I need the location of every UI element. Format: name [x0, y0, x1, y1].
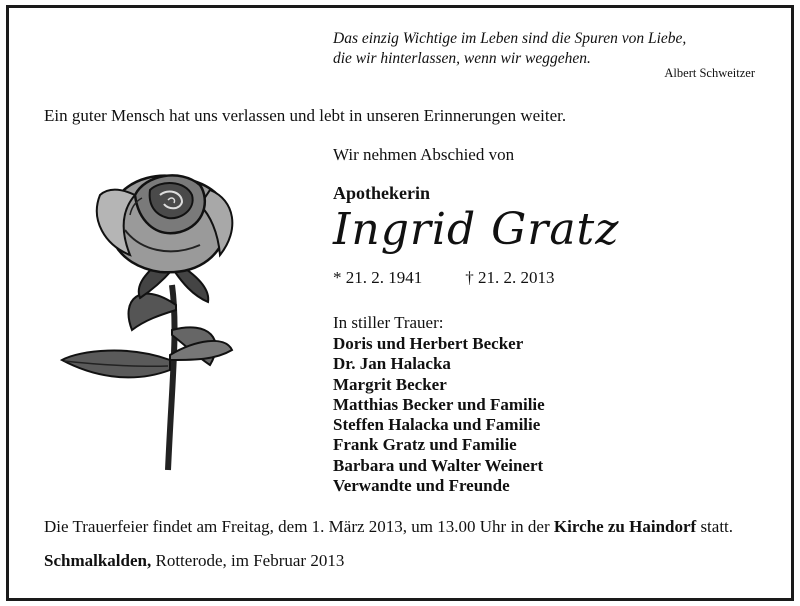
ceremony-location: Kirche zu Haindorf — [553, 517, 697, 536]
death-date: † 21. 2. 2013 — [465, 268, 555, 287]
quote-author: Albert Schweitzer — [664, 66, 755, 80]
mourner-item: Barbara und Walter Weinert — [333, 455, 544, 475]
intro-text: Ein guter Mensch hat uns verlassen und lebt in unseren Erinnerungen weiter. — [44, 106, 567, 125]
quote-line-1: Das einzig Wichtige im Leben sind die Spuren von Liebe, — [333, 30, 687, 47]
deceased-title: Apothekerin — [333, 183, 431, 203]
mourner-item: Steffen Halacka und Familie — [333, 415, 541, 435]
farewell-text: Wir nehmen Abschied von — [333, 145, 515, 164]
birth-date: * 21. 2. 1941 — [333, 268, 423, 287]
place-date — [44, 551, 344, 571]
mourner-item: Frank Gratz und Familie — [333, 435, 517, 455]
deceased-name: Ingrid Gratz — [333, 204, 620, 255]
mourner-item: Matthias Becker und Familie — [333, 394, 545, 414]
quote-line-2: die wir hinterlassen, wenn wir weggehen. — [333, 50, 591, 67]
quote — [333, 29, 686, 69]
life-dates — [333, 268, 555, 288]
ceremony-prefix: Die Trauerfeier findet am Freitag, dem 1. März 2013, um 13.00 Uhr in der — [44, 517, 550, 536]
mourner-item: Margrit Becker — [333, 374, 447, 394]
rose-illustration-icon — [60, 160, 265, 475]
place-city: Schmalkalden, — [44, 551, 152, 570]
mourner-item: Verwandte und Freunde — [333, 476, 510, 496]
mourner-item: Dr. Jan Halacka — [333, 354, 451, 374]
ceremony-suffix: statt. — [700, 517, 734, 536]
ceremony-text — [44, 517, 733, 537]
mourner-item: Doris und Herbert Becker — [333, 334, 524, 353]
mourners-list — [333, 334, 545, 496]
mourning-label: In stiller Trauer: — [333, 313, 444, 332]
place-rest: Rotterode, im Februar 2013 — [155, 551, 345, 570]
